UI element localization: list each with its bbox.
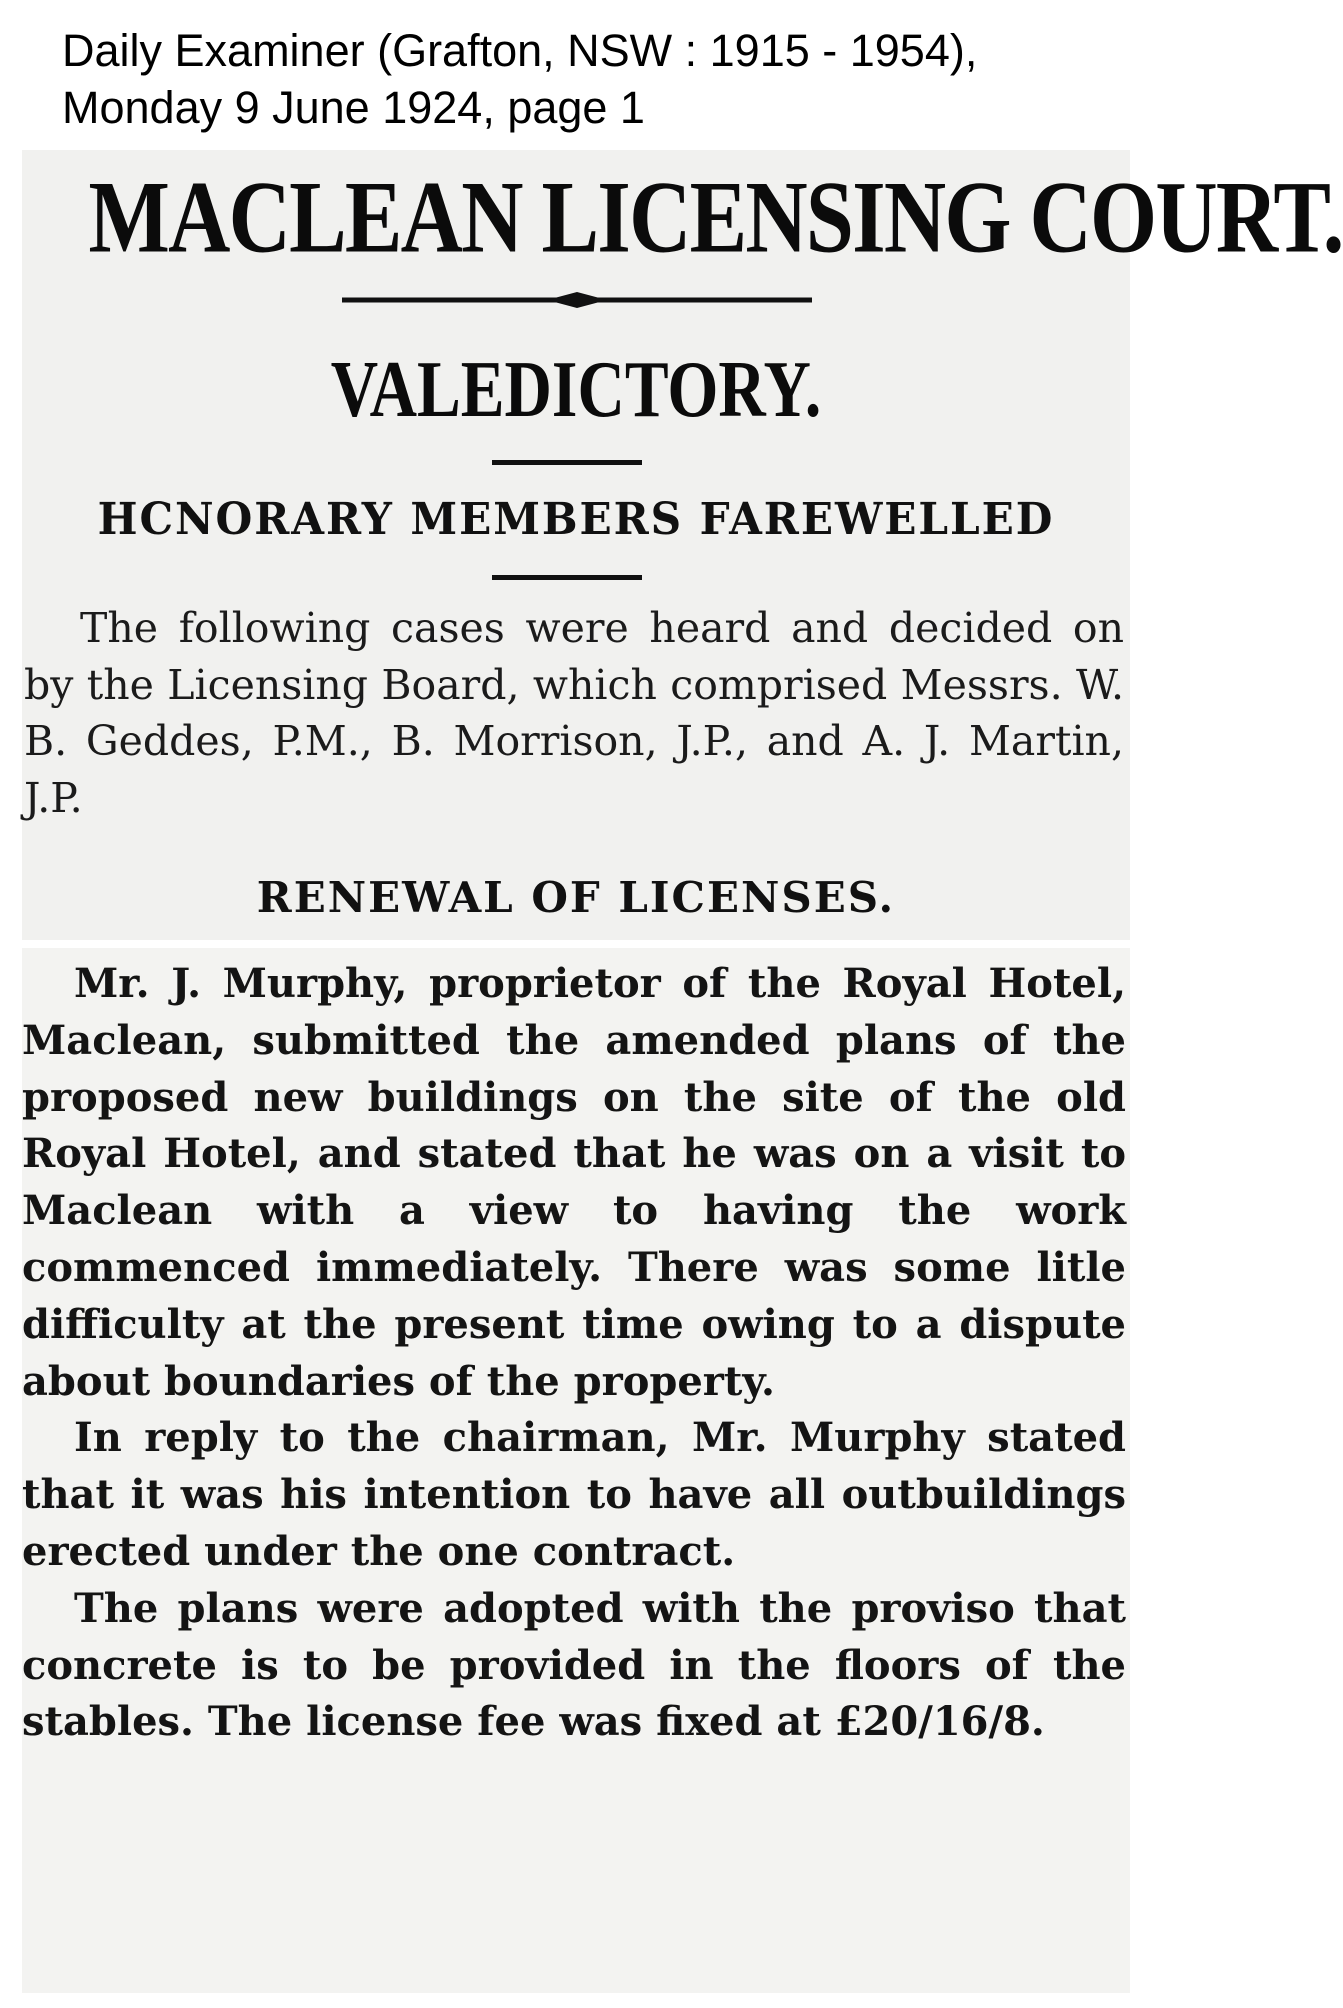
citation: [62, 22, 1122, 136]
deck: HCNORARY MEMBERS FAREWELLED: [97, 494, 1055, 545]
ornamental-rule-icon: [342, 290, 812, 310]
subheadline: VALEDICTORY.: [330, 346, 822, 434]
section-heading: RENEWAL OF LICENSES.: [256, 873, 896, 922]
citation-line-2: Monday 9 June 1924, page 1: [62, 82, 645, 133]
headline: MACLEAN LICENSING COURT.: [88, 161, 1343, 275]
divider: [492, 460, 642, 465]
article-clipping-top: [22, 150, 1343, 940]
citation-line-1: Daily Examiner (Grafton, NSW : 1915 - 1954),: [62, 25, 978, 76]
article-clipping-body: [22, 948, 1130, 1993]
article-body: [22, 956, 1126, 1751]
paragraph: The plans were adopted with the proviso that concrete is to be provided in the floors of the stables. The license fee was fixed at £20/16/8.: [22, 1584, 1126, 1746]
paragraph: In reply to the chairman, Mr. Murphy stated that it was his intention to have all outbuildings erected under the one contract.: [22, 1414, 1126, 1575]
intro-paragraph: The following cases were heard and decided on by the Licensing Board, which comprised Messrs. W. B. Geddes, P.M., B. Morrison, J.P., and A. J. Martin, J.P.: [24, 604, 1124, 822]
paragraph: Mr. J. Murphy, proprietor of the Royal Hotel, Maclean, submitted the amended plans of the proposed new buildings on the site of the old Royal Hotel, and stated that he was on a visit to Maclean with a view to having the work commenced immediately. There was some litle difficulty at the present time owing to a dispute about boundaries of the property.: [22, 960, 1126, 1405]
divider: [492, 575, 642, 580]
